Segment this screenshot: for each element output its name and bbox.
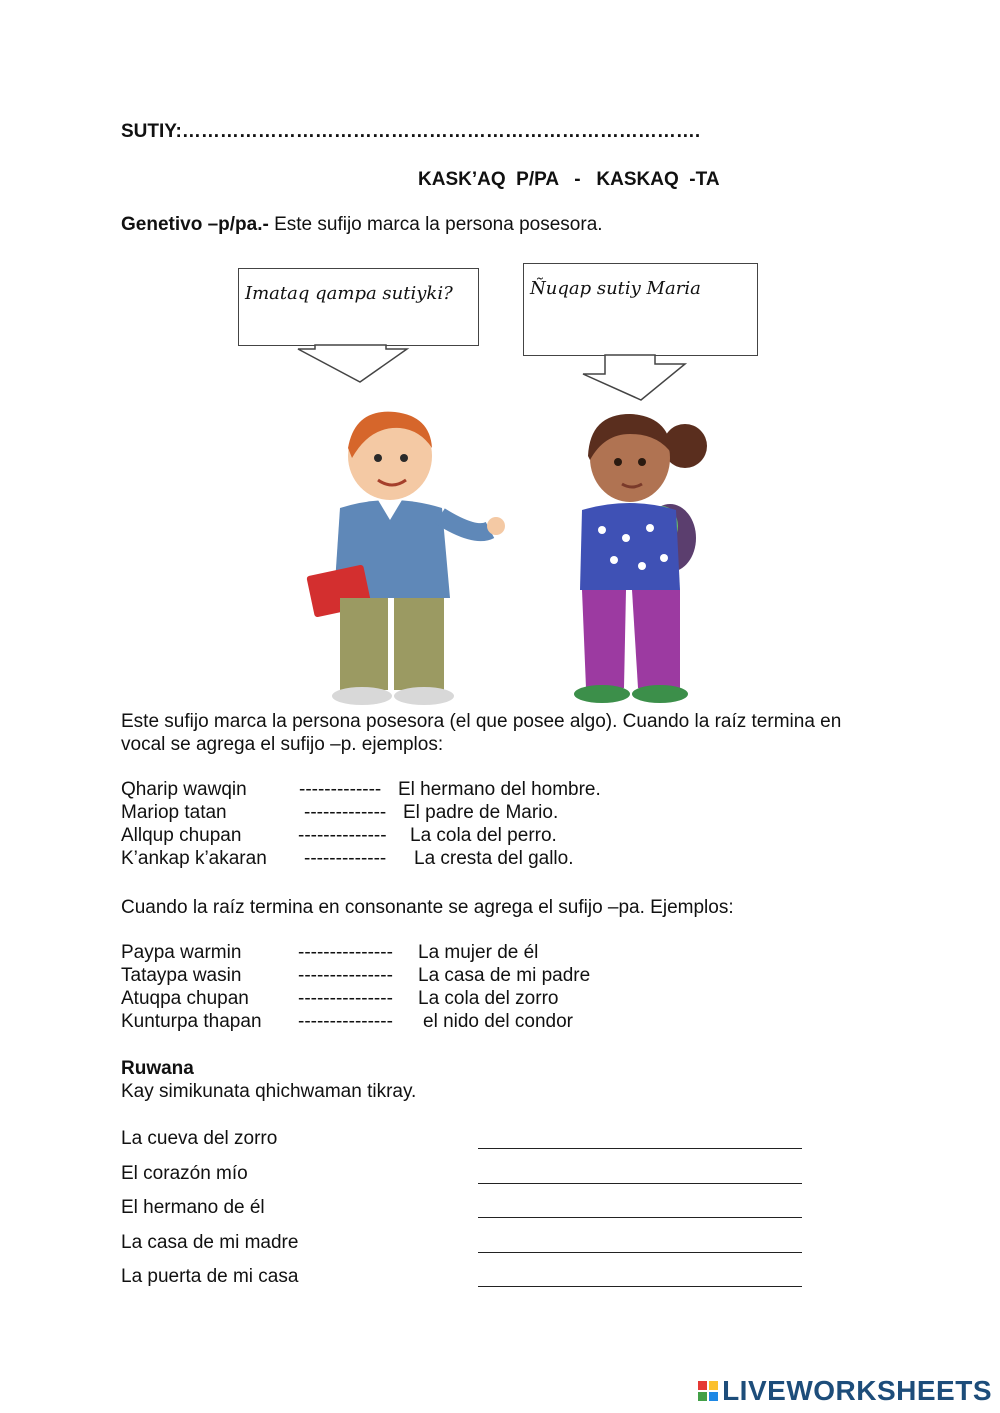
quechua-phrase: Atuqpa chupan — [121, 988, 249, 1009]
liveworksheets-logo[interactable] — [698, 1375, 992, 1407]
list-item — [0, 778, 1000, 801]
genitive-definition — [121, 213, 603, 236]
consonant-rule: Cuando la raíz termina en consonante se agrega el sufijo –pa. Ejemplos: — [121, 897, 734, 918]
exercise-prompt-4: La casa de mi madre — [121, 1232, 299, 1253]
answer-field-3[interactable] — [478, 1217, 802, 1218]
dialogue-illustration — [230, 258, 770, 708]
worksheet-title: KASK’AQ P/PA - KASKAQ -TA — [418, 169, 720, 190]
separator-dashes: ------------- — [299, 779, 382, 800]
boy-bubble-pointer — [290, 344, 430, 386]
girl-bubble-pointer — [575, 354, 715, 404]
genitive-term: Genetivo –p/pa.- — [121, 214, 269, 235]
genitive-text: Este sufijo marca la persona posesora. — [268, 214, 603, 235]
exercise-prompt-5: La puerta de mi casa — [121, 1266, 299, 1287]
vowel-examples-list — [0, 778, 1000, 870]
spanish-translation: El padre de Mario. — [403, 802, 559, 823]
exercise-prompt-3: El hermano de él — [121, 1197, 265, 1218]
quechua-phrase: Allqup chupan — [121, 825, 242, 846]
boy-figure — [300, 408, 510, 708]
exercise-instruction: Kay simikunata qhichwaman tikray. — [121, 1081, 417, 1102]
explanation-line-2: vocal se agrega el sufijo –p. ejemplos: — [121, 734, 444, 755]
separator-dashes: --------------- — [298, 965, 393, 986]
separator-dashes: ------------- — [304, 802, 387, 823]
boy-speech-bubble — [238, 268, 479, 346]
list-item — [0, 941, 1000, 964]
consonant-examples-list — [0, 941, 1000, 1033]
girl-speech-text: Ñuqap sutiy Maria — [530, 278, 701, 299]
name-field-label: SUTIY:………………………………………………………………………. — [121, 121, 701, 142]
list-item — [0, 1010, 1000, 1033]
separator-dashes: --------------- — [298, 1011, 393, 1032]
explanation-line-1: Este sufijo marca la persona posesora (el que posee algo). Cuando la raíz termina en — [121, 711, 842, 732]
spanish-translation: La casa de mi padre — [418, 965, 591, 986]
spanish-translation: La mujer de él — [418, 942, 539, 963]
separator-dashes: -------------- — [298, 825, 387, 846]
answer-field-1[interactable] — [478, 1148, 802, 1149]
exercise-prompt-2: El corazón mío — [121, 1163, 248, 1184]
logo-text: LIVEWORKSHEETS — [722, 1375, 992, 1406]
list-item — [0, 824, 1000, 847]
exercise-title: Ruwana — [121, 1058, 194, 1079]
logo-grid-icon — [698, 1381, 718, 1401]
quechua-phrase: Paypa warmin — [121, 942, 242, 963]
list-item — [0, 987, 1000, 1010]
boy-speech-text: Imataq qampa sutiyki? — [245, 283, 453, 304]
girl-speech-bubble — [523, 263, 758, 356]
separator-dashes: --------------- — [298, 988, 393, 1009]
spanish-translation: La cola del perro. — [410, 825, 557, 846]
quechua-phrase: Tataypa wasin — [121, 965, 242, 986]
answer-field-4[interactable] — [478, 1252, 802, 1253]
spanish-translation: La cresta del gallo. — [414, 848, 574, 869]
list-item — [0, 847, 1000, 870]
answer-field-2[interactable] — [478, 1183, 802, 1184]
girl-figure — [530, 408, 720, 708]
separator-dashes: --------------- — [298, 942, 393, 963]
separator-dashes: ------------- — [304, 848, 387, 869]
spanish-translation: el nido del condor — [423, 1011, 573, 1032]
spanish-translation: La cola del zorro — [418, 988, 559, 1009]
quechua-phrase: Mariop tatan — [121, 802, 227, 823]
quechua-phrase: Kunturpa thapan — [121, 1011, 262, 1032]
quechua-phrase: Qharip wawqin — [121, 779, 247, 800]
list-item — [0, 801, 1000, 824]
answer-field-5[interactable] — [478, 1286, 802, 1287]
spanish-translation: El hermano del hombre. — [398, 779, 601, 800]
quechua-phrase: K’ankap k’akaran — [121, 848, 267, 869]
list-item — [0, 964, 1000, 987]
exercise-prompt-1: La cueva del zorro — [121, 1128, 278, 1149]
